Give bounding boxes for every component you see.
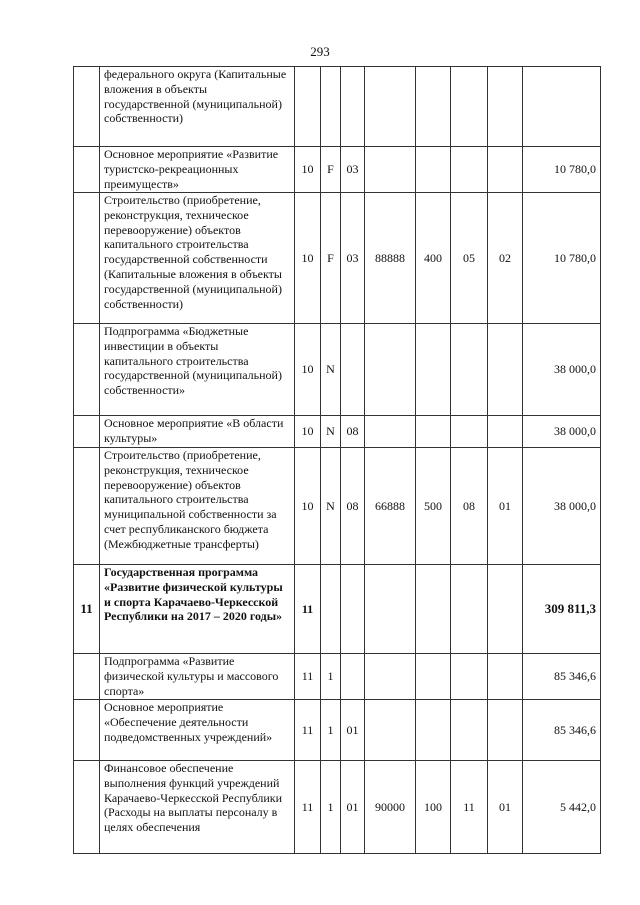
cell-event-code: 08	[341, 448, 365, 565]
cell-amount: 5 442,0	[523, 761, 601, 854]
cell-name: Основное мероприятие «Развитие туристско-рекреационных преимуществ»	[100, 147, 295, 193]
cell-program-code: 10	[295, 147, 321, 193]
cell-expense-type: 100	[416, 761, 451, 854]
cell-name: федерального округа (Капитальные вложения в объекты государственной (муниципальной) собственности)	[100, 67, 295, 147]
cell-number	[74, 416, 100, 448]
cell-amount: 38 000,0	[523, 448, 601, 565]
cell-subprogram-code: 1	[321, 654, 341, 700]
cell-direction-code: 88888	[365, 193, 416, 324]
cell-name: Строительство (приобретение, реконструкция, техническое перевооружение) объектов капитального строительства муниципальной собственности за счет республиканского бюджета (Межбюджетные трансферты)	[100, 448, 295, 565]
cell-section	[451, 700, 488, 761]
cell-number: 11	[74, 565, 100, 654]
table-row	[74, 147, 601, 193]
cell-program-code: 11	[295, 654, 321, 700]
cell-name: Основное мероприятие «Обеспечение деятельности подведомственных учреждений»	[100, 700, 295, 761]
cell-subsection	[488, 416, 523, 448]
cell-name: Государственная программа «Развитие физической культуры и спорта Карачаево-Черкесской Республики на 2017 – 2020 годы»	[100, 565, 295, 654]
cell-subsection	[488, 654, 523, 700]
cell-direction-code	[365, 700, 416, 761]
cell-expense-type	[416, 416, 451, 448]
cell-event-code: 03	[341, 193, 365, 324]
cell-amount: 38 000,0	[523, 416, 601, 448]
cell-subsection	[488, 700, 523, 761]
cell-program-code: 10	[295, 416, 321, 448]
table-row	[74, 700, 601, 761]
budget-table	[73, 66, 601, 854]
cell-event-code	[341, 565, 365, 654]
table-row	[74, 448, 601, 565]
cell-name: Строительство (приобретение, реконструкция, техническое перевооружение) объектов капитального строительства государственной собственности (Капитальные вложения в объекты государственной (муниципальной) собственности)	[100, 193, 295, 324]
cell-subprogram-code: N	[321, 324, 341, 416]
table-row	[74, 416, 601, 448]
cell-section	[451, 67, 488, 147]
cell-subprogram-code: 1	[321, 700, 341, 761]
cell-expense-type	[416, 700, 451, 761]
cell-direction-code	[365, 565, 416, 654]
cell-amount	[523, 67, 601, 147]
cell-number	[74, 700, 100, 761]
cell-subprogram-code: F	[321, 147, 341, 193]
cell-number	[74, 448, 100, 565]
cell-event-code: 03	[341, 147, 365, 193]
cell-number	[74, 324, 100, 416]
cell-subprogram-code	[321, 67, 341, 147]
table-row	[74, 193, 601, 324]
cell-event-code	[341, 654, 365, 700]
cell-subprogram-code: F	[321, 193, 341, 324]
cell-subsection: 02	[488, 193, 523, 324]
cell-subprogram-code: N	[321, 416, 341, 448]
cell-expense-type	[416, 654, 451, 700]
cell-amount: 85 346,6	[523, 700, 601, 761]
cell-amount: 10 780,0	[523, 193, 601, 324]
cell-section	[451, 416, 488, 448]
cell-subsection	[488, 67, 523, 147]
cell-section: 08	[451, 448, 488, 565]
cell-name: Подпрограмма «Развитие физической культуры и массового спорта»	[100, 654, 295, 700]
page-number: 293	[310, 44, 330, 59]
cell-amount: 38 000,0	[523, 324, 601, 416]
cell-program-code: 11	[295, 565, 321, 654]
cell-direction-code	[365, 654, 416, 700]
cell-program-code	[295, 67, 321, 147]
cell-section: 11	[451, 761, 488, 854]
table-row	[74, 565, 601, 654]
table-body	[74, 67, 601, 854]
cell-expense-type: 400	[416, 193, 451, 324]
cell-direction-code	[365, 324, 416, 416]
cell-expense-type	[416, 565, 451, 654]
cell-expense-type	[416, 67, 451, 147]
cell-amount: 85 346,6	[523, 654, 601, 700]
cell-program-code: 10	[295, 448, 321, 565]
cell-section	[451, 565, 488, 654]
cell-subsection	[488, 324, 523, 416]
cell-event-code: 01	[341, 700, 365, 761]
cell-number	[74, 193, 100, 324]
cell-name: Основное мероприятие «В области культуры»	[100, 416, 295, 448]
table-row	[74, 761, 601, 854]
cell-program-code: 10	[295, 193, 321, 324]
cell-subprogram-code: N	[321, 448, 341, 565]
cell-subsection	[488, 565, 523, 654]
cell-direction-code	[365, 416, 416, 448]
table-row	[74, 654, 601, 700]
cell-event-code	[341, 324, 365, 416]
cell-number	[74, 147, 100, 193]
cell-program-code: 10	[295, 324, 321, 416]
cell-program-code: 11	[295, 761, 321, 854]
cell-section	[451, 324, 488, 416]
cell-number	[74, 67, 100, 147]
cell-expense-type: 500	[416, 448, 451, 565]
cell-name: Подпрограмма «Бюджетные инвестиции в объекты капитального строительства государственной (муниципальной) собственности»	[100, 324, 295, 416]
cell-subsection: 01	[488, 761, 523, 854]
cell-expense-type	[416, 147, 451, 193]
cell-section	[451, 147, 488, 193]
cell-direction-code	[365, 67, 416, 147]
cell-section: 05	[451, 193, 488, 324]
cell-amount: 10 780,0	[523, 147, 601, 193]
cell-subprogram-code	[321, 565, 341, 654]
cell-program-code: 11	[295, 700, 321, 761]
cell-direction-code: 66888	[365, 448, 416, 565]
cell-name: Финансовое обеспечение выполнения функций учреждений Карачаево-Черкесской Республики (Расходы на выплаты персоналу в целях обеспечения	[100, 761, 295, 854]
table-row	[74, 67, 601, 147]
cell-event-code: 01	[341, 761, 365, 854]
cell-expense-type	[416, 324, 451, 416]
cell-subprogram-code: 1	[321, 761, 341, 854]
cell-event-code: 08	[341, 416, 365, 448]
cell-subsection: 01	[488, 448, 523, 565]
cell-subsection	[488, 147, 523, 193]
cell-amount: 309 811,3	[523, 565, 601, 654]
cell-section	[451, 654, 488, 700]
cell-direction-code	[365, 147, 416, 193]
cell-number	[74, 761, 100, 854]
cell-event-code	[341, 67, 365, 147]
cell-direction-code: 90000	[365, 761, 416, 854]
table-row	[74, 324, 601, 416]
cell-number	[74, 654, 100, 700]
